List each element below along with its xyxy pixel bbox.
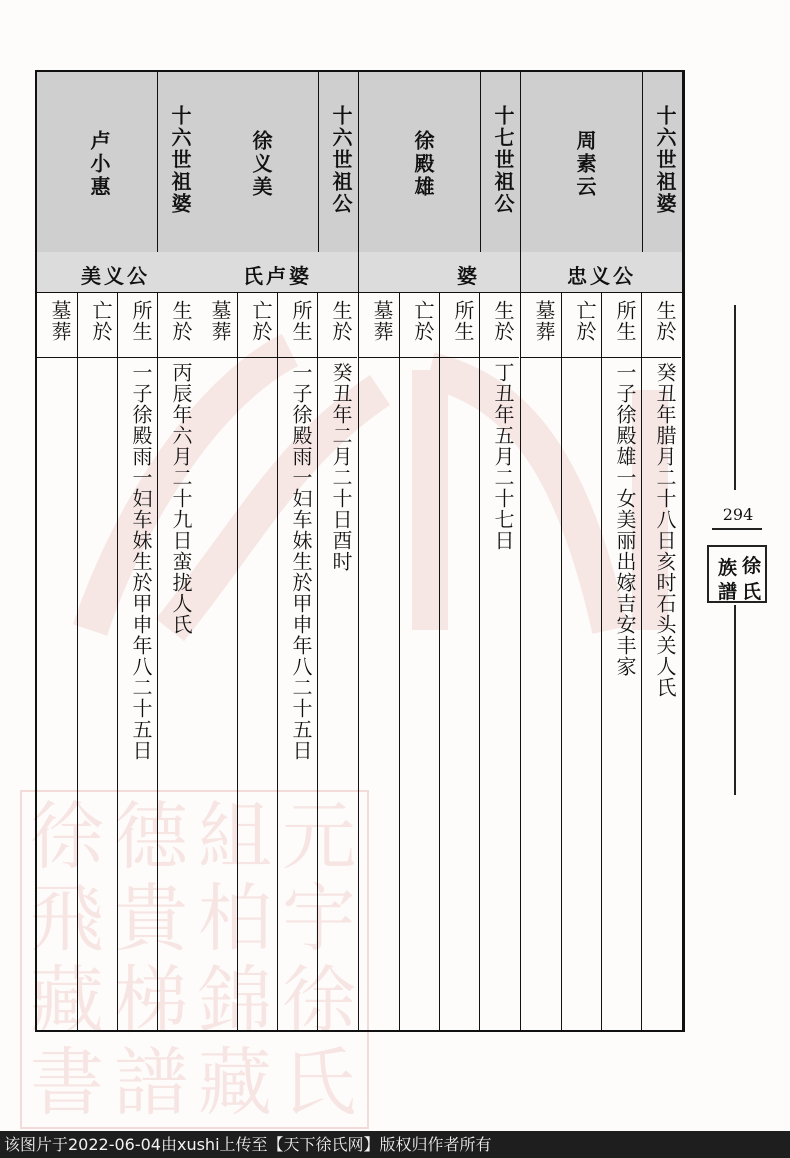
- field-value: 丁丑年五月二十七日: [491, 362, 515, 551]
- field-value: 癸丑年二月二十日酉时: [329, 362, 353, 572]
- generation-label: 十七世祖公: [491, 105, 515, 215]
- field-label: 生於: [169, 300, 193, 342]
- person-column: [359, 72, 521, 1030]
- field-column: [601, 292, 641, 1030]
- field-column: [479, 292, 519, 1030]
- person-name: 徐义美: [249, 130, 273, 199]
- field-column: [399, 292, 439, 1030]
- generation-cell: [318, 72, 358, 252]
- field-column: [117, 292, 157, 1030]
- upload-notice-banner: 该图片于2022-06-04由xushi上传至【天下徐氏网】版权归作者所有: [0, 1131, 790, 1158]
- relation-row: [37, 252, 197, 293]
- field-label: 墓葬: [532, 300, 556, 342]
- generation-label: 十六世祖婆: [168, 105, 192, 215]
- person-column: [521, 72, 683, 1030]
- field-column: [521, 292, 561, 1030]
- field-label: 所生: [613, 300, 637, 342]
- field-column: [237, 292, 277, 1030]
- generation-cell: [642, 72, 682, 252]
- person-column: [197, 72, 359, 1030]
- field-label: 生於: [653, 300, 677, 342]
- side-rule-top: [734, 305, 736, 490]
- field-label: 亡於: [249, 300, 273, 342]
- field-column: [37, 292, 77, 1030]
- field-label: 亡於: [89, 300, 113, 342]
- field-label: 亡於: [411, 300, 435, 342]
- field-label: 墓葬: [370, 300, 394, 342]
- genealogy-table: [35, 70, 685, 1032]
- person-name: 周素云: [573, 130, 597, 199]
- generation-cell: [480, 72, 520, 252]
- relation-row: [521, 252, 682, 293]
- field-column: [277, 292, 317, 1030]
- field-value: 癸丑年腊月二十八日亥时石头关人氏: [653, 362, 677, 698]
- page-number: 294: [722, 505, 754, 524]
- field-label: 墓葬: [208, 300, 232, 342]
- field-label: 生於: [329, 300, 353, 342]
- side-rule-bottom: [734, 605, 736, 795]
- page-number-rule: [712, 528, 762, 530]
- name-row: [37, 72, 197, 253]
- field-column: [157, 292, 197, 1030]
- book-logo: 徐 氏 族 譜: [707, 545, 767, 603]
- name-row: [359, 72, 520, 253]
- relation-label: 美义公: [81, 264, 150, 288]
- generation-label: 十六世祖公: [329, 105, 353, 215]
- relation-label: 婆: [457, 264, 480, 288]
- field-column: [641, 292, 681, 1030]
- field-label: 墓葬: [48, 300, 72, 342]
- field-column: [439, 292, 479, 1030]
- field-value: 丙辰年六月二十九日蛮拢人氏: [169, 362, 193, 635]
- field-column: [197, 292, 237, 1030]
- name-row: [521, 72, 682, 253]
- field-label: 所生: [289, 300, 313, 342]
- name-row: [197, 72, 358, 253]
- field-column: [359, 292, 399, 1030]
- watermark-seal: 徐 飛 藏 書 德 貴 梯 譜 組 柏 錦 藏 元 宇 徐 氏: [20, 790, 369, 1129]
- field-label: 所生: [129, 300, 153, 342]
- generation-cell: [157, 72, 197, 252]
- field-label: 所生: [451, 300, 475, 342]
- field-value: 一子徐殿雨一妇车妹生於甲申年八二十五日: [129, 362, 153, 761]
- relation-label: 氏卢婆: [243, 264, 312, 288]
- field-column: [561, 292, 601, 1030]
- person-name: 卢小惠: [87, 130, 111, 199]
- field-column: [317, 292, 357, 1030]
- generation-label: 十六世祖婆: [653, 105, 677, 215]
- field-value: 一子徐殿雨一妇车妹生於甲申年八二十五日: [289, 362, 313, 761]
- person-column: [37, 72, 197, 1030]
- field-column: [77, 292, 117, 1030]
- field-label: 亡於: [573, 300, 597, 342]
- field-label: 生於: [491, 300, 515, 342]
- relation-row: [359, 252, 520, 293]
- field-value: 一子徐殿雄一女美丽出嫁吉安丰家: [613, 362, 637, 677]
- relation-label: 忠义公: [567, 264, 636, 288]
- relation-row: [197, 252, 358, 293]
- person-name: 徐殿雄: [411, 130, 435, 199]
